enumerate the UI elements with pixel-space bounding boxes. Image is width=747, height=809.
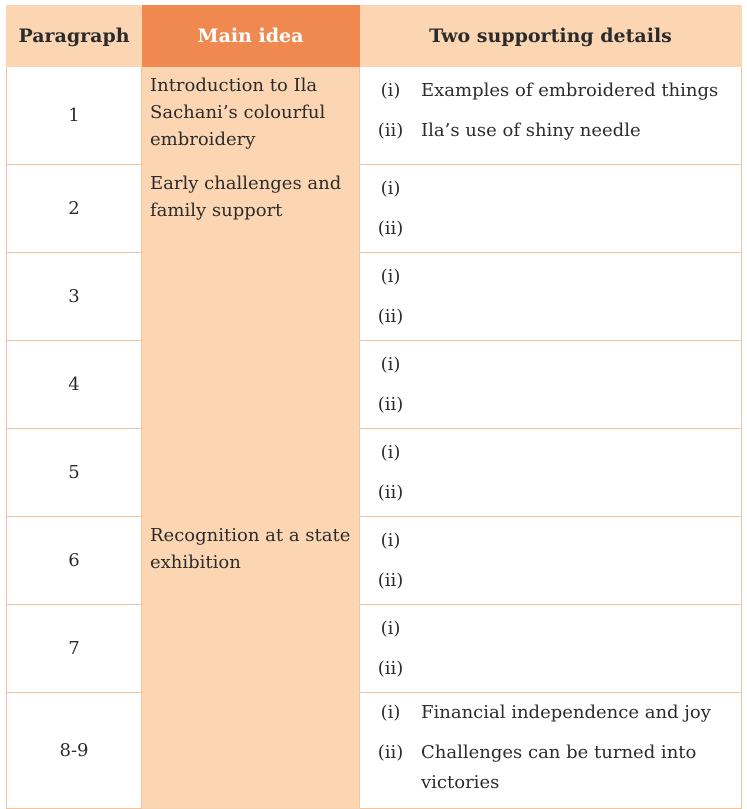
supporting-details-cell <box>360 67 742 165</box>
supporting-details-cell <box>360 429 742 517</box>
detail-line <box>360 262 741 292</box>
paragraph-number: 2 <box>7 165 142 253</box>
table-row <box>7 693 742 809</box>
detail-line <box>360 654 741 684</box>
table-row <box>7 165 742 253</box>
detail-text[interactable]: Ila’s use of shiny needle <box>421 120 641 141</box>
main-idea-cell[interactable] <box>142 253 360 341</box>
detail-text[interactable] <box>421 174 741 204</box>
detail-line <box>360 478 741 508</box>
table-row <box>7 67 742 165</box>
detail-text[interactable]: Financial independence and joy <box>421 702 711 723</box>
main-idea-cell[interactable]: Recognition at a state exhibition <box>142 517 360 605</box>
detail-label: (ii) <box>377 306 404 327</box>
detail-line <box>360 214 741 244</box>
detail-line <box>360 526 741 556</box>
detail-text[interactable] <box>421 478 741 508</box>
paragraph-number: 1 <box>7 67 142 165</box>
detail-text[interactable] <box>421 566 741 596</box>
detail-text[interactable]: Challenges can be turned into victories <box>421 742 697 793</box>
detail-label: (ii) <box>377 394 404 415</box>
supporting-details-cell <box>360 165 742 253</box>
supporting-details-cell <box>360 253 742 341</box>
detail-label: (ii) <box>377 120 404 141</box>
paragraph-number: 5 <box>7 429 142 517</box>
detail-line <box>360 76 741 106</box>
detail-label: (ii) <box>377 218 404 239</box>
supporting-details-cell <box>360 341 742 429</box>
detail-label: (i) <box>380 530 401 551</box>
table-row <box>7 253 742 341</box>
detail-line <box>360 116 741 146</box>
detail-label: (i) <box>380 442 401 463</box>
detail-text[interactable] <box>421 302 741 332</box>
main-idea-cell[interactable] <box>142 605 360 693</box>
detail-label: (ii) <box>377 570 404 591</box>
detail-line <box>360 566 741 596</box>
detail-label: (i) <box>380 354 401 375</box>
detail-label: (i) <box>380 178 401 199</box>
main-idea-cell[interactable] <box>142 693 360 809</box>
paragraph-number: 7 <box>7 605 142 693</box>
detail-line <box>360 350 741 380</box>
detail-line <box>360 302 741 332</box>
main-idea-cell[interactable]: Introduction to Ila Sachani’s colourful embroidery <box>142 67 360 165</box>
supporting-details-column-header: Two supporting details <box>360 6 742 67</box>
header-row <box>7 6 742 67</box>
detail-text[interactable] <box>421 262 741 292</box>
supporting-details-cell <box>360 605 742 693</box>
detail-text[interactable] <box>421 526 741 556</box>
detail-text[interactable] <box>421 350 741 380</box>
detail-line <box>360 698 741 728</box>
detail-line <box>360 390 741 420</box>
main-idea-cell[interactable] <box>142 341 360 429</box>
table-row <box>7 429 742 517</box>
detail-label: (ii) <box>377 482 404 503</box>
detail-label: (i) <box>380 702 401 723</box>
detail-label: (i) <box>380 266 401 287</box>
paragraph-analysis-table <box>6 5 742 809</box>
supporting-details-cell <box>360 517 742 605</box>
detail-text[interactable] <box>421 614 741 644</box>
detail-text[interactable] <box>421 654 741 684</box>
table-row <box>7 517 742 605</box>
detail-line <box>360 174 741 204</box>
table-row <box>7 341 742 429</box>
detail-text[interactable]: Examples of embroidered things <box>421 80 719 101</box>
detail-label: (ii) <box>377 658 404 679</box>
main-idea-cell[interactable] <box>142 429 360 517</box>
detail-line <box>360 738 741 798</box>
detail-text[interactable] <box>421 390 741 420</box>
detail-label: (i) <box>380 618 401 639</box>
table-row <box>7 605 742 693</box>
main-idea-cell[interactable]: Early challenges and family support <box>142 165 360 253</box>
paragraph-column-header: Paragraph <box>7 6 142 67</box>
paragraph-number: 3 <box>7 253 142 341</box>
supporting-details-cell <box>360 693 742 809</box>
detail-label: (ii) <box>377 742 404 763</box>
detail-text[interactable] <box>421 214 741 244</box>
paragraph-number: 8-9 <box>7 693 142 809</box>
main-idea-column-header: Main idea <box>142 6 360 67</box>
paragraph-number: 4 <box>7 341 142 429</box>
detail-text[interactable] <box>421 438 741 468</box>
detail-line <box>360 614 741 644</box>
detail-label: (i) <box>380 80 401 101</box>
paragraph-number: 6 <box>7 517 142 605</box>
detail-line <box>360 438 741 468</box>
